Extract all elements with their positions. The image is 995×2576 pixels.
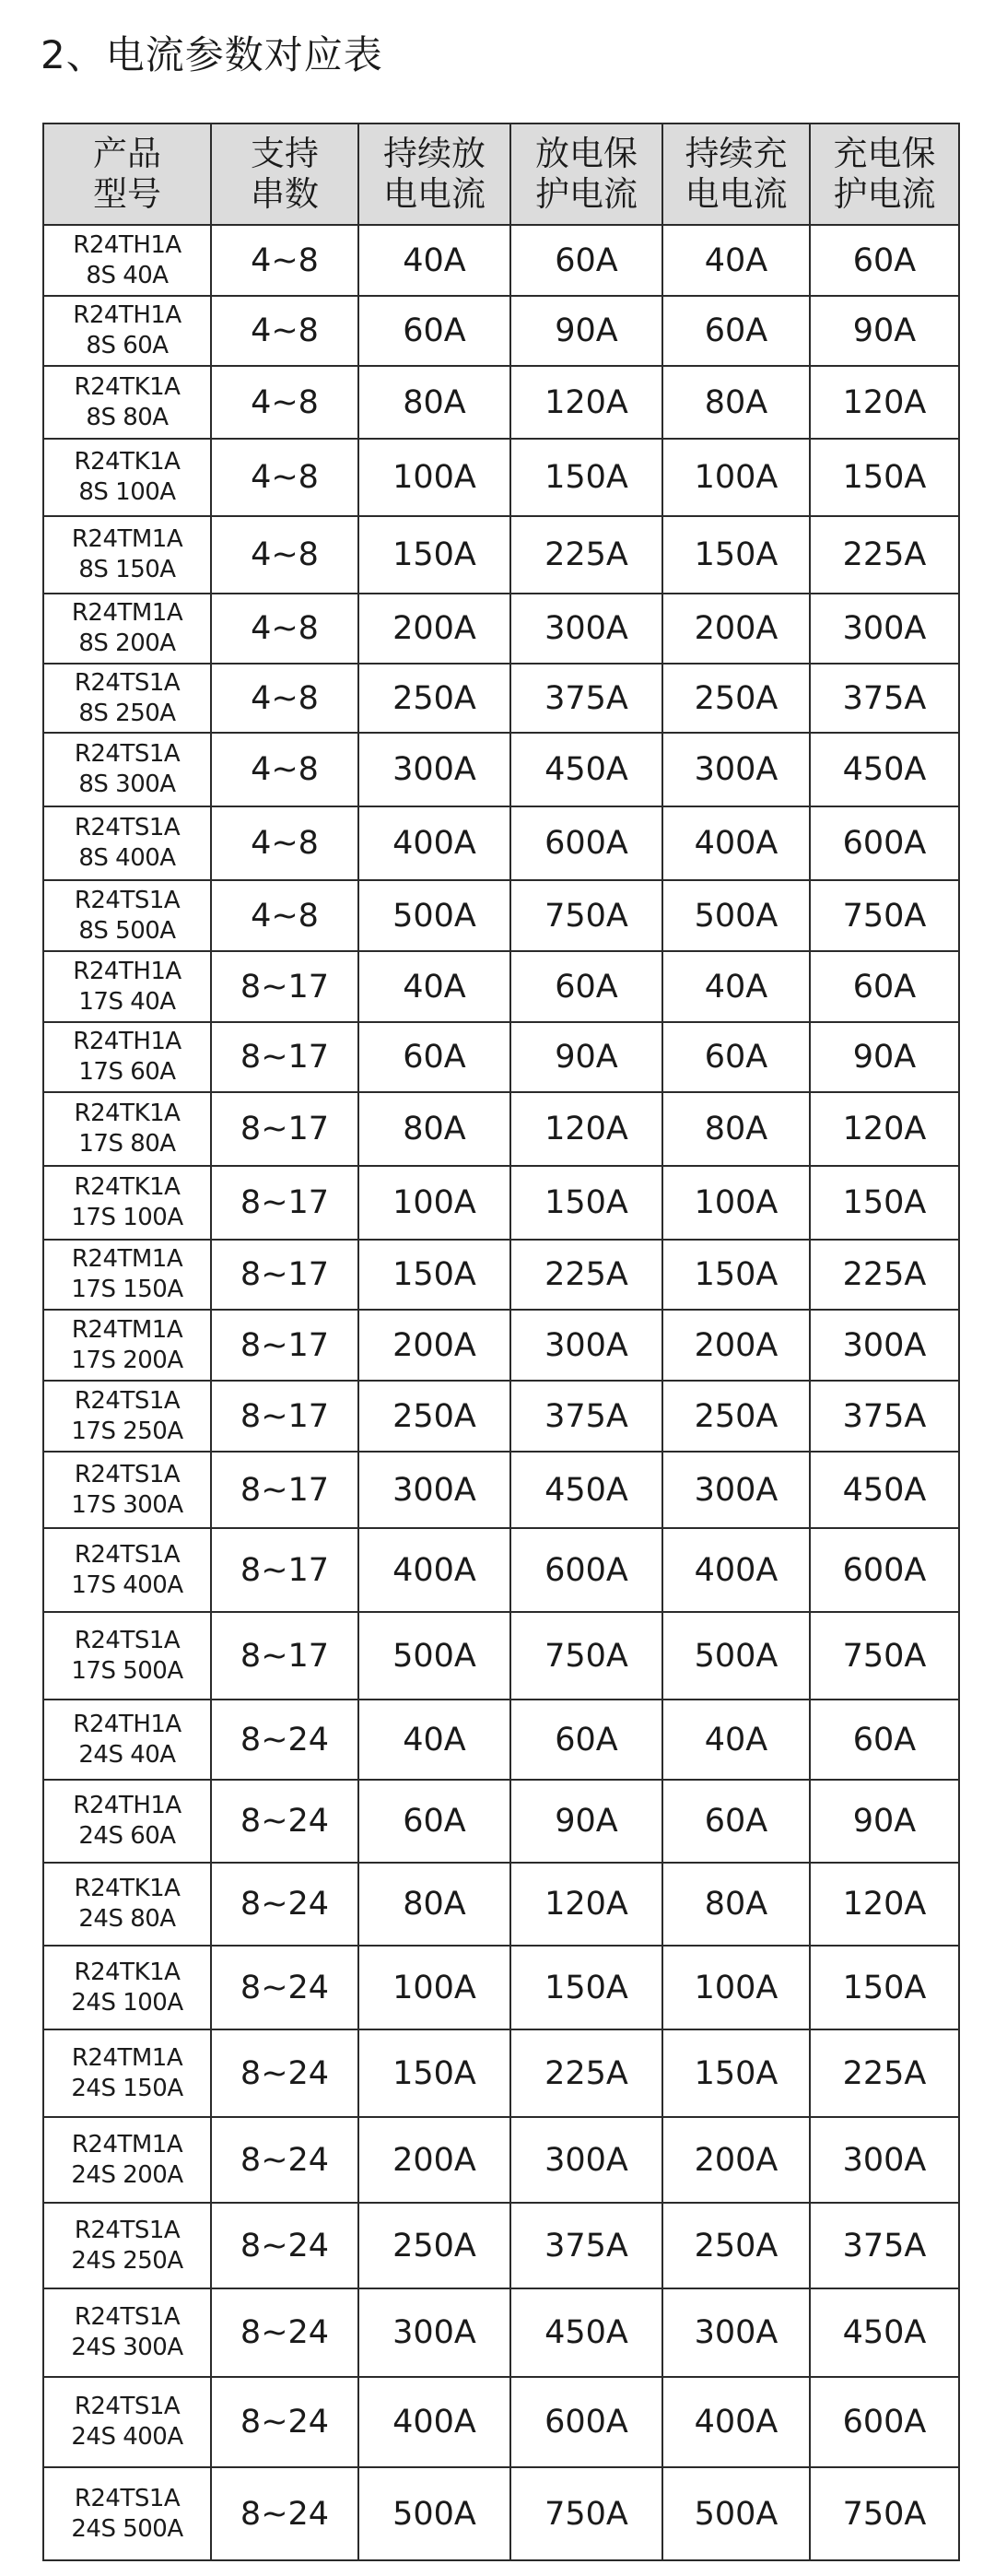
cell-charge-protection: 150A	[810, 1166, 959, 1240]
cell-continuous-discharge: 250A	[358, 664, 510, 733]
cell-discharge-protection: 150A	[510, 1166, 662, 1240]
model-line: 17S 500A	[71, 1656, 183, 1685]
cell-product-model	[43, 2203, 211, 2288]
table-row	[43, 2203, 959, 2288]
table-row	[43, 733, 959, 806]
cell-product-model	[43, 439, 211, 516]
cell-discharge-protection: 150A	[510, 439, 662, 516]
cell-discharge-protection: 300A	[510, 594, 662, 664]
cell-charge-protection: 225A	[810, 1240, 959, 1310]
cell-discharge-protection: 120A	[510, 1092, 662, 1166]
header-line: 放电保	[535, 134, 638, 173]
cell-charge-protection: 375A	[810, 664, 959, 733]
table-row	[43, 1310, 959, 1381]
model-line: 8S 300A	[78, 770, 176, 798]
cell-continuous-discharge: 40A	[358, 1700, 510, 1780]
cell-charge-protection: 600A	[810, 1528, 959, 1612]
model-line: 8S 400A	[78, 844, 176, 872]
cell-supported-strings: 8~17	[211, 1092, 358, 1166]
table-row	[43, 1092, 959, 1166]
cell-supported-strings: 8~17	[211, 1452, 358, 1528]
cell-continuous-discharge: 150A	[358, 2029, 510, 2117]
cell-product-model	[43, 516, 211, 594]
cell-discharge-protection: 600A	[510, 2377, 662, 2467]
table-row	[43, 439, 959, 516]
model-line: R24TS1A	[74, 1460, 181, 1488]
cell-supported-strings: 8~24	[211, 2029, 358, 2117]
model-line: R24TH1A	[73, 1028, 181, 1055]
cell-discharge-protection: 60A	[510, 1700, 662, 1780]
cell-continuous-discharge: 60A	[358, 1022, 510, 1092]
cell-discharge-protection: 375A	[510, 664, 662, 733]
cell-discharge-protection: 225A	[510, 2029, 662, 2117]
model-line: R24TH1A	[73, 957, 181, 985]
header-charge-protection	[810, 124, 959, 225]
cell-discharge-protection: 120A	[510, 1863, 662, 1946]
table-row	[43, 1700, 959, 1780]
model-line: 8S 80A	[86, 403, 169, 431]
cell-discharge-protection: 375A	[510, 1381, 662, 1452]
cell-charge-protection: 375A	[810, 1381, 959, 1452]
cell-charge-protection: 225A	[810, 2029, 959, 2117]
model-line: R24TS1A	[74, 2484, 181, 2512]
model-line: R24TS1A	[74, 668, 181, 697]
cell-charge-protection: 750A	[810, 1612, 959, 1700]
cell-discharge-protection: 600A	[510, 1528, 662, 1612]
cell-product-model	[43, 806, 211, 880]
cell-continuous-charge: 80A	[662, 1092, 810, 1166]
model-line: 24S 40A	[78, 1740, 176, 1769]
model-line: R24TK1A	[74, 448, 181, 476]
cell-product-model	[43, 2117, 211, 2203]
cell-product-model	[43, 1092, 211, 1166]
cell-continuous-charge: 400A	[662, 1528, 810, 1612]
cell-charge-protection: 375A	[810, 2203, 959, 2288]
model-line: R24TS1A	[74, 886, 181, 914]
current-parameter-table	[42, 123, 960, 2561]
cell-supported-strings: 8~17	[211, 1612, 358, 1700]
cell-continuous-discharge: 100A	[358, 1166, 510, 1240]
cell-product-model	[43, 1240, 211, 1310]
cell-continuous-charge: 40A	[662, 225, 810, 296]
cell-continuous-charge: 250A	[662, 664, 810, 733]
model-line: R24TM1A	[71, 1315, 183, 1344]
cell-charge-protection: 750A	[810, 2467, 959, 2560]
cell-product-model	[43, 225, 211, 296]
cell-discharge-protection: 60A	[510, 951, 662, 1022]
cell-continuous-charge: 250A	[662, 1381, 810, 1452]
header-continuous-charge	[662, 124, 810, 225]
header-line: 电电流	[685, 174, 788, 214]
cell-continuous-charge: 250A	[662, 2203, 810, 2288]
table-header-row	[43, 124, 959, 225]
cell-discharge-protection: 150A	[510, 1946, 662, 2029]
table-row	[43, 664, 959, 733]
cell-supported-strings: 8~17	[211, 1240, 358, 1310]
cell-continuous-discharge: 60A	[358, 296, 510, 366]
cell-product-model	[43, 2029, 211, 2117]
model-line: 17S 300A	[71, 1490, 183, 1519]
cell-discharge-protection: 90A	[510, 296, 662, 366]
cell-discharge-protection: 225A	[510, 516, 662, 594]
cell-discharge-protection: 300A	[510, 2117, 662, 2203]
model-line: 24S 400A	[71, 2423, 183, 2451]
model-line: R24TM1A	[71, 1245, 183, 1273]
model-line: 24S 500A	[71, 2514, 183, 2543]
table-row	[43, 880, 959, 951]
cell-supported-strings: 4~8	[211, 439, 358, 516]
cell-product-model	[43, 594, 211, 664]
model-line: R24TS1A	[74, 740, 181, 768]
cell-continuous-discharge: 80A	[358, 1863, 510, 1946]
model-line: 24S 200A	[71, 2160, 183, 2189]
cell-supported-strings: 8~17	[211, 1381, 358, 1452]
cell-supported-strings: 4~8	[211, 594, 358, 664]
cell-discharge-protection: 750A	[510, 1612, 662, 1700]
cell-charge-protection: 60A	[810, 1700, 959, 1780]
cell-continuous-discharge: 150A	[358, 516, 510, 594]
cell-charge-protection: 300A	[810, 2117, 959, 2203]
model-line: R24TM1A	[71, 525, 183, 553]
table-row	[43, 1612, 959, 1700]
header-line: 串数	[251, 174, 319, 214]
model-line: R24TS1A	[74, 1386, 181, 1415]
model-line: R24TK1A	[74, 1958, 181, 1986]
header-line: 型号	[93, 174, 161, 214]
cell-charge-protection: 120A	[810, 366, 959, 439]
cell-discharge-protection: 225A	[510, 1240, 662, 1310]
cell-continuous-charge: 100A	[662, 1166, 810, 1240]
cell-supported-strings: 8~24	[211, 1780, 358, 1863]
model-line: R24TS1A	[74, 2393, 181, 2420]
model-line: 17S 400A	[71, 1570, 183, 1599]
model-line: 24S 80A	[78, 1905, 176, 1933]
model-line: R24TH1A	[73, 1710, 181, 1738]
cell-continuous-charge: 40A	[662, 1700, 810, 1780]
model-line: R24TS1A	[74, 2216, 181, 2244]
cell-product-model	[43, 880, 211, 951]
model-line: 24S 150A	[71, 2074, 183, 2102]
cell-supported-strings: 8~17	[211, 951, 358, 1022]
header-discharge-protection	[510, 124, 662, 225]
model-line: R24TK1A	[74, 372, 181, 401]
cell-product-model	[43, 296, 211, 366]
page-title: 2、电流参数对应表	[41, 32, 383, 77]
cell-charge-protection: 600A	[810, 806, 959, 880]
cell-discharge-protection: 375A	[510, 2203, 662, 2288]
model-line: 24S 300A	[71, 2334, 183, 2361]
cell-continuous-charge: 80A	[662, 366, 810, 439]
cell-charge-protection: 150A	[810, 1946, 959, 2029]
header-line: 支持	[251, 134, 319, 173]
cell-supported-strings: 4~8	[211, 366, 358, 439]
table-row	[43, 1946, 959, 2029]
model-line: R24TH1A	[73, 301, 181, 329]
cell-charge-protection: 60A	[810, 225, 959, 296]
header-line: 产品	[93, 134, 161, 173]
cell-supported-strings: 4~8	[211, 806, 358, 880]
cell-product-model	[43, 1780, 211, 1863]
cell-charge-protection: 300A	[810, 1310, 959, 1381]
cell-supported-strings: 8~17	[211, 1310, 358, 1381]
cell-discharge-protection: 750A	[510, 880, 662, 951]
table-row	[43, 225, 959, 296]
cell-continuous-charge: 300A	[662, 2288, 810, 2377]
cell-continuous-discharge: 150A	[358, 1240, 510, 1310]
cell-charge-protection: 150A	[810, 439, 959, 516]
cell-product-model	[43, 1452, 211, 1528]
cell-charge-protection: 600A	[810, 2377, 959, 2467]
model-line: 17S 100A	[71, 1204, 183, 1231]
model-line: 8S 60A	[86, 332, 169, 359]
cell-discharge-protection: 450A	[510, 733, 662, 806]
cell-continuous-charge: 60A	[662, 296, 810, 366]
model-line: R24TM1A	[71, 2130, 183, 2158]
cell-continuous-discharge: 200A	[358, 594, 510, 664]
cell-continuous-discharge: 400A	[358, 2377, 510, 2467]
cell-continuous-charge: 40A	[662, 951, 810, 1022]
model-line: R24TS1A	[74, 1626, 181, 1654]
model-line: 8S 250A	[78, 699, 176, 727]
model-line: R24TK1A	[74, 1100, 181, 1127]
cell-charge-protection: 90A	[810, 296, 959, 366]
model-line: R24TK1A	[74, 1875, 181, 1902]
cell-discharge-protection: 450A	[510, 2288, 662, 2377]
header-line: 持续充	[685, 134, 788, 173]
cell-continuous-charge: 500A	[662, 880, 810, 951]
model-line: R24TM1A	[71, 2043, 183, 2072]
cell-charge-protection: 225A	[810, 516, 959, 594]
cell-product-model	[43, 2467, 211, 2560]
cell-continuous-discharge: 80A	[358, 1092, 510, 1166]
model-line: 24S 250A	[71, 2246, 183, 2275]
cell-continuous-charge: 200A	[662, 1310, 810, 1381]
model-line: 17S 60A	[78, 1058, 176, 1086]
cell-continuous-charge: 60A	[662, 1780, 810, 1863]
cell-continuous-discharge: 200A	[358, 2117, 510, 2203]
model-line: 8S 100A	[78, 478, 176, 506]
cell-charge-protection: 120A	[810, 1863, 959, 1946]
cell-continuous-discharge: 40A	[358, 951, 510, 1022]
cell-discharge-protection: 60A	[510, 225, 662, 296]
cell-product-model	[43, 1166, 211, 1240]
cell-supported-strings: 8~17	[211, 1528, 358, 1612]
cell-continuous-discharge: 40A	[358, 225, 510, 296]
cell-supported-strings: 4~8	[211, 880, 358, 951]
cell-supported-strings: 8~24	[211, 2377, 358, 2467]
model-line: R24TK1A	[74, 1173, 181, 1201]
cell-discharge-protection: 750A	[510, 2467, 662, 2560]
table-row	[43, 1166, 959, 1240]
cell-discharge-protection: 90A	[510, 1780, 662, 1863]
model-line: 24S 60A	[78, 1822, 176, 1850]
cell-supported-strings: 8~24	[211, 2288, 358, 2377]
header-line: 护电流	[833, 174, 936, 214]
cell-supported-strings: 8~24	[211, 1863, 358, 1946]
cell-continuous-discharge: 500A	[358, 2467, 510, 2560]
cell-product-model	[43, 1700, 211, 1780]
cell-product-model	[43, 1528, 211, 1612]
cell-supported-strings: 8~24	[211, 2117, 358, 2203]
cell-charge-protection: 90A	[810, 1780, 959, 1863]
model-line: R24TH1A	[73, 230, 181, 259]
cell-supported-strings: 8~24	[211, 2203, 358, 2288]
header-line: 电电流	[383, 174, 486, 214]
cell-supported-strings: 8~17	[211, 1166, 358, 1240]
table-row	[43, 951, 959, 1022]
model-line: 24S 100A	[71, 1988, 183, 2017]
cell-supported-strings: 8~24	[211, 2467, 358, 2560]
cell-continuous-charge: 80A	[662, 1863, 810, 1946]
header-line: 充电保	[833, 134, 936, 173]
header-continuous-discharge	[358, 124, 510, 225]
cell-product-model	[43, 1381, 211, 1452]
table-row	[43, 2377, 959, 2467]
cell-continuous-discharge: 300A	[358, 2288, 510, 2377]
cell-product-model	[43, 366, 211, 439]
cell-discharge-protection: 120A	[510, 366, 662, 439]
cell-discharge-protection: 90A	[510, 1022, 662, 1092]
cell-continuous-charge: 150A	[662, 1240, 810, 1310]
table-row	[43, 366, 959, 439]
model-line: 8S 500A	[78, 916, 176, 945]
table-row	[43, 296, 959, 366]
header-line: 持续放	[383, 134, 486, 173]
table-row	[43, 2467, 959, 2560]
model-line: 8S 200A	[78, 629, 176, 657]
cell-product-model	[43, 951, 211, 1022]
cell-continuous-discharge: 250A	[358, 1381, 510, 1452]
model-line: R24TM1A	[71, 599, 183, 627]
cell-continuous-discharge: 300A	[358, 733, 510, 806]
model-line: 17S 80A	[78, 1130, 176, 1158]
cell-continuous-charge: 300A	[662, 733, 810, 806]
cell-continuous-discharge: 100A	[358, 1946, 510, 2029]
cell-charge-protection: 90A	[810, 1022, 959, 1092]
table-body	[43, 225, 959, 2560]
cell-continuous-discharge: 300A	[358, 1452, 510, 1528]
header-product-model	[43, 124, 211, 225]
cell-supported-strings: 4~8	[211, 296, 358, 366]
model-line: 8S 150A	[78, 556, 176, 583]
model-line: R24TS1A	[74, 1540, 181, 1569]
model-line: R24TS1A	[74, 2303, 181, 2331]
cell-discharge-protection: 450A	[510, 1452, 662, 1528]
model-line: 8S 40A	[86, 261, 169, 289]
cell-continuous-discharge: 500A	[358, 880, 510, 951]
cell-charge-protection: 450A	[810, 733, 959, 806]
cell-charge-protection: 450A	[810, 2288, 959, 2377]
cell-discharge-protection: 300A	[510, 1310, 662, 1381]
cell-continuous-charge: 60A	[662, 1022, 810, 1092]
cell-continuous-discharge: 500A	[358, 1612, 510, 1700]
header-supported-strings	[211, 124, 358, 225]
cell-continuous-discharge: 400A	[358, 1528, 510, 1612]
cell-product-model	[43, 1612, 211, 1700]
cell-supported-strings: 4~8	[211, 733, 358, 806]
table-row	[43, 1528, 959, 1612]
cell-continuous-discharge: 400A	[358, 806, 510, 880]
cell-supported-strings: 8~24	[211, 1946, 358, 2029]
model-line: 17S 40A	[78, 987, 176, 1016]
model-line: R24TS1A	[74, 814, 181, 841]
table-row	[43, 2288, 959, 2377]
cell-continuous-charge: 400A	[662, 806, 810, 880]
cell-product-model	[43, 1863, 211, 1946]
cell-continuous-charge: 200A	[662, 2117, 810, 2203]
cell-continuous-charge: 500A	[662, 2467, 810, 2560]
header-line: 护电流	[535, 174, 638, 214]
cell-continuous-discharge: 60A	[358, 1780, 510, 1863]
cell-product-model	[43, 2288, 211, 2377]
table-row	[43, 1452, 959, 1528]
cell-discharge-protection: 600A	[510, 806, 662, 880]
cell-product-model	[43, 2377, 211, 2467]
cell-product-model	[43, 1310, 211, 1381]
cell-product-model	[43, 1946, 211, 2029]
table-row	[43, 1022, 959, 1092]
cell-continuous-discharge: 80A	[358, 366, 510, 439]
table-row	[43, 1780, 959, 1863]
cell-supported-strings: 8~24	[211, 1700, 358, 1780]
cell-continuous-charge: 100A	[662, 1946, 810, 2029]
cell-supported-strings: 8~17	[211, 1022, 358, 1092]
cell-product-model	[43, 664, 211, 733]
model-line: 17S 150A	[71, 1276, 183, 1303]
cell-continuous-charge: 500A	[662, 1612, 810, 1700]
cell-continuous-charge: 100A	[662, 439, 810, 516]
cell-charge-protection: 120A	[810, 1092, 959, 1166]
cell-supported-strings: 4~8	[211, 225, 358, 296]
table-row	[43, 2029, 959, 2117]
cell-charge-protection: 750A	[810, 880, 959, 951]
cell-product-model	[43, 733, 211, 806]
cell-continuous-charge: 200A	[662, 594, 810, 664]
table-row	[43, 516, 959, 594]
table-row	[43, 806, 959, 880]
cell-charge-protection: 450A	[810, 1452, 959, 1528]
cell-continuous-discharge: 200A	[358, 1310, 510, 1381]
cell-product-model	[43, 1022, 211, 1092]
cell-supported-strings: 4~8	[211, 516, 358, 594]
cell-charge-protection: 300A	[810, 594, 959, 664]
cell-continuous-discharge: 250A	[358, 2203, 510, 2288]
table-row	[43, 1240, 959, 1310]
table-row	[43, 2117, 959, 2203]
model-line: R24TH1A	[73, 1792, 181, 1819]
cell-continuous-charge: 400A	[662, 2377, 810, 2467]
cell-continuous-charge: 150A	[662, 2029, 810, 2117]
cell-supported-strings: 4~8	[211, 664, 358, 733]
table-row	[43, 1381, 959, 1452]
model-line: 17S 200A	[71, 1346, 183, 1374]
cell-continuous-charge: 150A	[662, 516, 810, 594]
table-row	[43, 1863, 959, 1946]
cell-charge-protection: 60A	[810, 951, 959, 1022]
model-line: 17S 250A	[71, 1417, 183, 1445]
cell-continuous-discharge: 100A	[358, 439, 510, 516]
table-row	[43, 594, 959, 664]
cell-continuous-charge: 300A	[662, 1452, 810, 1528]
